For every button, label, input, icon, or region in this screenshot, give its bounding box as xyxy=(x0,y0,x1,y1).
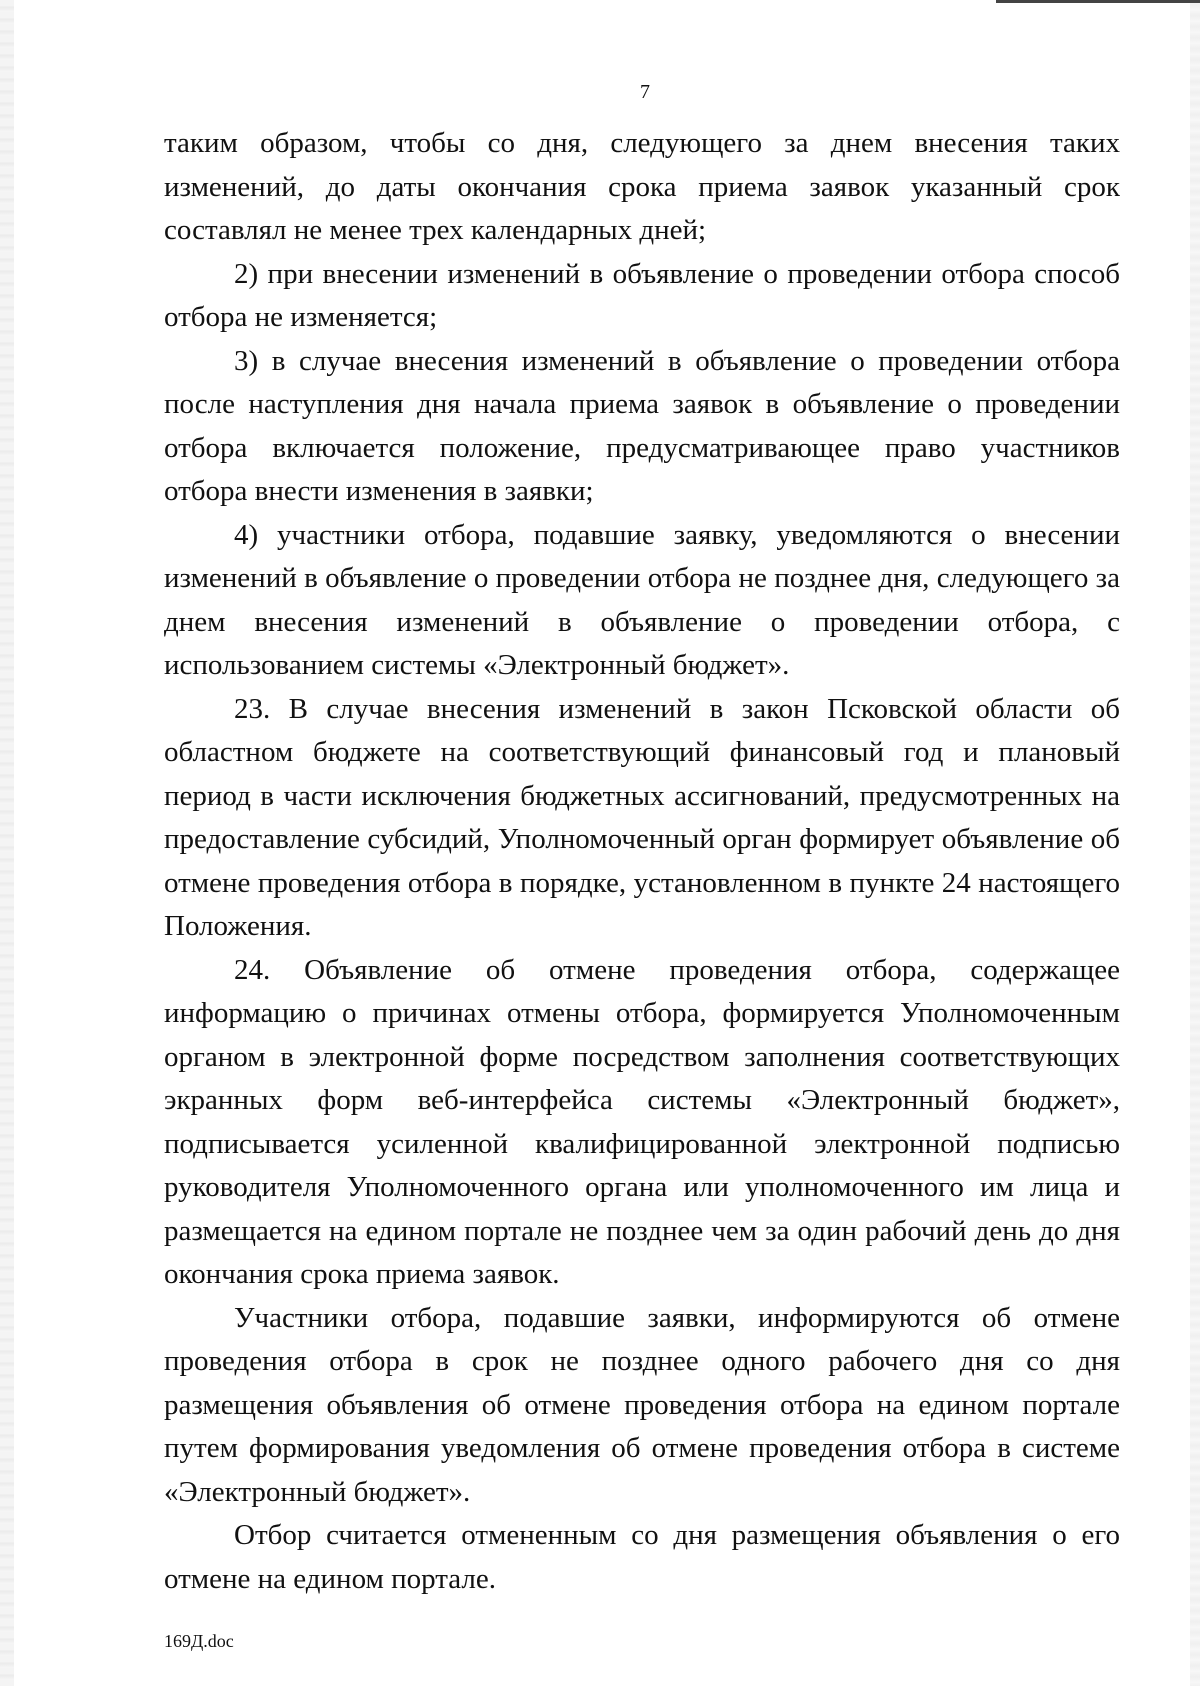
paragraph-clause-24: 24. Объявление об отмене проведения отбора, содержащее информацию о причинах отмены отбора, формируется Уполномоченным органом в электронной форме посредством заполнения соответствующих экранных форм веб-интерфейса системы «Электронный бюджет», подписывается усиленной квалифицированной электронной подписью руководителя Уполномоченного органа или уполномоченного им лица и размещается на едином портале не позднее чем за один рабочий день до дня окончания срока приема заявок. xyxy=(164,953,1120,1290)
paragraph-continuation: таким образом, чтобы со дня, следующего за днем внесения таких изменений, до даты окончания срока приема заявок указанный срок составлял не менее трех календарных дней; xyxy=(164,127,1120,246)
scan-edge-right xyxy=(1190,0,1200,1686)
paragraph-clause-23: 23. В случае внесения изменений в закон Псковской области об областном бюджете на соответствующий финансовый год и плановый период в части исключения бюджетных ассигнований, предусмотренных на предоставление субсидий, Уполномоченный орган формирует объявление об отмене проведения отбора в порядке, установленном в пункте 24 настоящего Положения. xyxy=(164,692,1120,942)
paragraph-item-4: 4) участники отбора, подавшие заявку, уведомляются о внесении изменений в объявление о проведении отбора не позднее дня, следующего за днем внесения изменений в объявление о проведении отбора, с использованием системы «Электронный бюджет». xyxy=(164,518,1120,681)
scan-edge-left xyxy=(0,0,14,1686)
paragraph-item-3: 3) в случае внесения изменений в объявление о проведении отбора после наступления дня начала приема заявок в объявление о проведении отбора включается положение, предусматривающее право участников отбора внести изменения в заявки; xyxy=(164,344,1120,507)
document-body xyxy=(164,122,1120,1601)
paragraph-participants-notice: Участники отбора, подавшие заявки, информируются об отмене проведения отбора в срок не позднее одного рабочего дня со дня размещения объявления об отмене проведения отбора на едином портале путем формирования уведомления об отмене проведения отбора в системе «Электронный бюджет». xyxy=(164,1301,1120,1508)
paragraph-item-2: 2) при внесении изменений в объявление о проведении отбора способ отбора не изменяется; xyxy=(164,257,1120,333)
paragraph-cancellation: Отбор считается отмененным со дня размещения объявления о его отмене на едином портале. xyxy=(164,1519,1120,1595)
page-number: 7 xyxy=(640,81,650,103)
top-rule xyxy=(996,0,1200,3)
footer-filename: 169Д.doc xyxy=(164,1631,234,1651)
